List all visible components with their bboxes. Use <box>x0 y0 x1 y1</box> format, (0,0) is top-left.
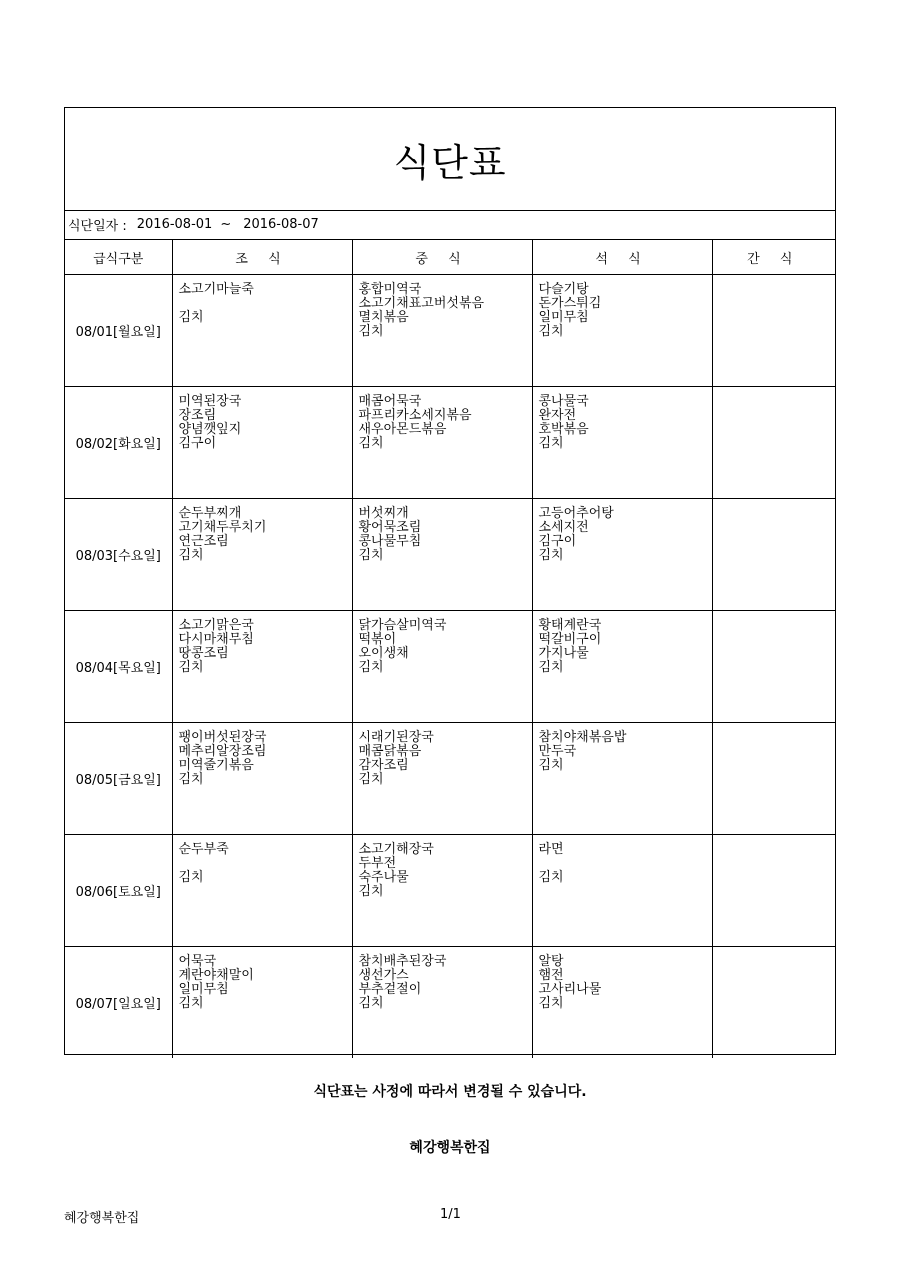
lunch-dish: 김치 <box>358 772 384 787</box>
dinner-dish: 일미무침 <box>538 310 589 325</box>
title-area <box>65 108 835 211</box>
dinner-cell <box>532 835 712 947</box>
footer-page-number: 1/1 <box>440 1207 461 1222</box>
breakfast-dish: 어묵국 <box>178 954 217 969</box>
dinner-dish: 김치 <box>538 548 564 563</box>
breakfast-cell <box>172 947 352 1059</box>
date-range-end: 2016-08-07 <box>243 217 319 232</box>
dinner-dish: 김구이 <box>538 534 577 549</box>
lunch-cell <box>352 275 532 387</box>
snack-cell <box>712 835 835 947</box>
snack-cell <box>712 387 835 499</box>
dinner-dish: 가지나물 <box>538 646 589 661</box>
dinner-dish: 김치 <box>538 436 564 451</box>
table-row <box>65 947 835 1059</box>
breakfast-cell <box>172 611 352 723</box>
breakfast-dish: 김구이 <box>178 436 217 451</box>
table-row <box>65 499 835 611</box>
header-breakfast: 조 식 <box>172 240 352 275</box>
date-range-start: 2016-08-01 <box>136 217 213 232</box>
day-date: 08/02[화요일] <box>65 387 172 499</box>
lunch-dish: 김치 <box>358 996 384 1011</box>
lunch-dish: 새우아몬드볶음 <box>358 422 447 437</box>
dinner-dish: 김치 <box>538 324 564 339</box>
breakfast-cell <box>172 387 352 499</box>
lunch-dish: 숙주나물 <box>358 870 409 885</box>
lunch-dish: 떡볶이 <box>358 632 397 647</box>
header-meal-type: 급식구분 <box>65 240 172 275</box>
date-range-row <box>65 210 835 240</box>
breakfast-dish: 팽이버섯된장국 <box>178 730 267 745</box>
dinner-dish: 김치 <box>538 870 564 885</box>
header-lunch: 중 식 <box>352 240 532 275</box>
breakfast-dish: 미역된장국 <box>178 394 242 409</box>
dinner-cell <box>532 499 712 611</box>
lunch-dish: 홍합미역국 <box>358 282 422 297</box>
dinner-dish: 돈가스튀김 <box>538 296 602 311</box>
breakfast-dish: 다시마채무침 <box>178 632 254 647</box>
dinner-dish: 고사리나물 <box>538 982 602 997</box>
lunch-dish: 오이생채 <box>358 646 409 661</box>
dinner-dish: 콩나물국 <box>538 394 589 409</box>
lunch-dish: 시래기된장국 <box>358 730 434 745</box>
breakfast-dish: 연근조림 <box>178 534 229 549</box>
breakfast-dish: 계란야채말이 <box>178 968 254 983</box>
day-date: 08/06[토요일] <box>65 835 172 947</box>
dinner-dish: 황태계란국 <box>538 618 602 633</box>
breakfast-dish: 김치 <box>178 996 204 1011</box>
lunch-dish: 김치 <box>358 436 384 451</box>
menu-table <box>65 240 835 1058</box>
lunch-cell <box>352 835 532 947</box>
dinner-cell <box>532 275 712 387</box>
breakfast-dish <box>179 857 352 871</box>
header-dinner: 석 식 <box>532 240 712 275</box>
footer-organization: 혜강행복한집 <box>64 1211 140 1226</box>
lunch-dish: 생선가스 <box>358 968 409 983</box>
menu-sheet <box>64 107 836 1055</box>
date-range-label: 식단일자 : <box>68 219 127 234</box>
breakfast-cell <box>172 835 352 947</box>
lunch-cell <box>352 499 532 611</box>
table-row <box>65 611 835 723</box>
lunch-dish: 콩나물무침 <box>358 534 422 549</box>
date-range-separator: ~ <box>220 217 232 232</box>
breakfast-dish: 장조림 <box>178 408 217 423</box>
dinner-dish: 호박볶음 <box>538 422 589 437</box>
table-row <box>65 387 835 499</box>
lunch-dish: 닭가슴살미역국 <box>358 618 447 633</box>
breakfast-cell <box>172 499 352 611</box>
dinner-dish: 다슬기탕 <box>538 282 589 297</box>
day-date: 08/07[일요일] <box>65 947 172 1059</box>
dinner-dish: 김치 <box>538 758 564 773</box>
day-date: 08/05[금요일] <box>65 723 172 835</box>
breakfast-dish: 메추리알장조림 <box>178 744 267 759</box>
dinner-dish: 김치 <box>538 660 564 675</box>
dinner-dish: 라면 <box>538 842 564 857</box>
header-snack: 간 식 <box>712 240 835 275</box>
breakfast-cell <box>172 723 352 835</box>
breakfast-dish <box>179 297 352 311</box>
lunch-dish: 멸치볶음 <box>358 310 409 325</box>
lunch-dish: 두부전 <box>358 856 397 871</box>
breakfast-dish: 순두부찌개 <box>178 506 242 521</box>
breakfast-dish: 일미무침 <box>178 982 229 997</box>
breakfast-dish: 김치 <box>178 772 204 787</box>
table-row <box>65 723 835 835</box>
lunch-dish: 김치 <box>358 324 384 339</box>
snack-cell <box>712 611 835 723</box>
dinner-cell <box>532 723 712 835</box>
change-notice: 식단표는 사정에 따라서 변경될 수 있습니다. <box>313 1084 587 1100</box>
lunch-dish: 매콤닭볶음 <box>358 744 422 759</box>
dinner-cell <box>532 611 712 723</box>
breakfast-dish: 소고기맑은국 <box>178 618 254 633</box>
organization-name: 혜강행복한집 <box>409 1140 491 1156</box>
lunch-dish: 파프리카소세지볶음 <box>358 408 472 423</box>
table-row <box>65 275 835 387</box>
breakfast-dish: 고기채두루치기 <box>178 520 267 535</box>
dinner-cell <box>532 947 712 1059</box>
breakfast-dish: 김치 <box>178 548 204 563</box>
dinner-dish: 고등어추어탕 <box>538 506 614 521</box>
dinner-dish <box>539 857 712 871</box>
breakfast-dish: 미역줄기볶음 <box>178 758 254 773</box>
day-date: 08/04[목요일] <box>65 611 172 723</box>
header-row <box>65 240 835 275</box>
breakfast-dish: 소고기마늘죽 <box>178 282 254 297</box>
dinner-dish: 참치야채볶음밥 <box>538 730 627 745</box>
breakfast-dish: 양념깻잎지 <box>178 422 242 437</box>
dinner-dish: 햄전 <box>538 968 564 983</box>
menu-body <box>65 275 835 1059</box>
day-date: 08/03[수요일] <box>65 499 172 611</box>
breakfast-cell <box>172 275 352 387</box>
lunch-dish: 소고기채표고버섯볶음 <box>358 296 485 311</box>
dinner-cell <box>532 387 712 499</box>
lunch-dish: 감자조림 <box>358 758 409 773</box>
lunch-dish: 버섯찌개 <box>358 506 409 521</box>
lunch-dish: 김치 <box>358 660 384 675</box>
snack-cell <box>712 275 835 387</box>
breakfast-dish: 김치 <box>178 310 204 325</box>
dinner-dish: 소세지전 <box>538 520 589 535</box>
lunch-dish: 김치 <box>358 884 384 899</box>
dinner-dish: 만두국 <box>538 744 577 759</box>
lunch-dish: 소고기해장국 <box>358 842 434 857</box>
breakfast-dish: 김치 <box>178 870 204 885</box>
dinner-dish: 김치 <box>538 996 564 1011</box>
snack-cell <box>712 723 835 835</box>
day-date: 08/01[월요일] <box>65 275 172 387</box>
lunch-cell <box>352 387 532 499</box>
lunch-dish: 부추겉절이 <box>358 982 422 997</box>
lunch-dish: 김치 <box>358 548 384 563</box>
table-row <box>65 835 835 947</box>
lunch-dish: 황어묵조림 <box>358 520 422 535</box>
dinner-dish: 알탕 <box>538 954 564 969</box>
lunch-cell <box>352 947 532 1059</box>
lunch-dish: 매콤어묵국 <box>358 394 422 409</box>
breakfast-dish: 김치 <box>178 660 204 675</box>
snack-cell <box>712 947 835 1059</box>
breakfast-dish: 땅콩조림 <box>178 646 229 661</box>
lunch-dish: 참치배추된장국 <box>358 954 447 969</box>
dinner-dish: 떡갈비구이 <box>538 632 602 647</box>
dinner-dish: 완자전 <box>538 408 577 423</box>
page-title: 식단표 <box>393 140 507 185</box>
lunch-cell <box>352 611 532 723</box>
snack-cell <box>712 499 835 611</box>
breakfast-dish: 순두부죽 <box>178 842 229 857</box>
lunch-cell <box>352 723 532 835</box>
